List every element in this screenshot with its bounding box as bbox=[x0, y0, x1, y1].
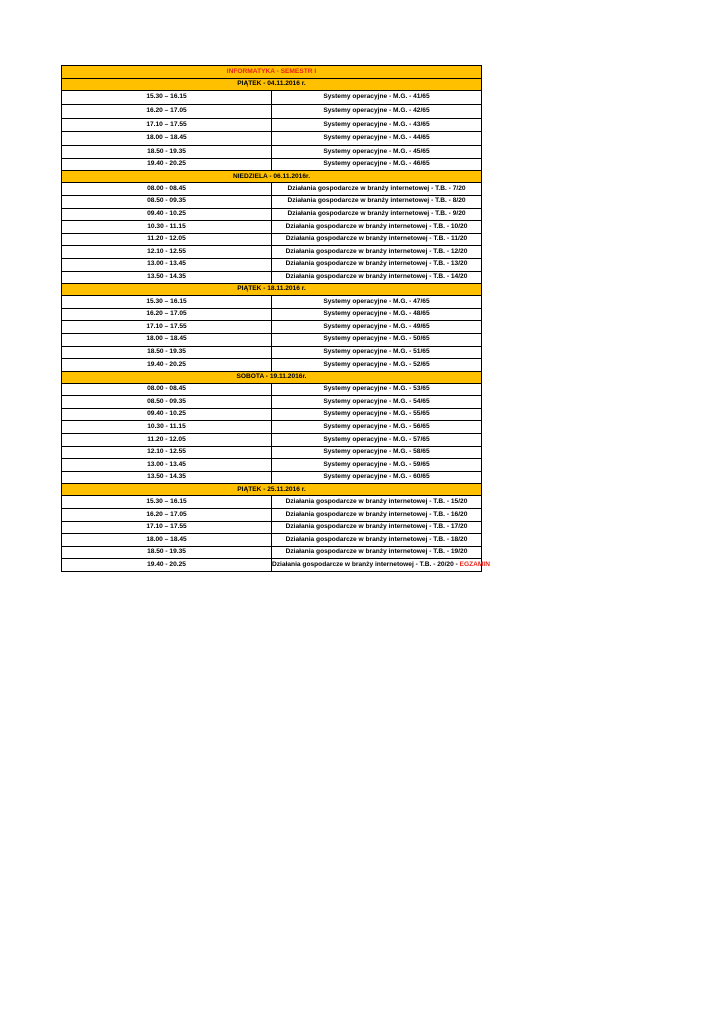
subject-cell bbox=[272, 408, 482, 421]
day-header: NIEDZIELA - 06.11.2016r. bbox=[62, 171, 482, 183]
subject-text: Działania gospodarcze w branży internetowej - T.B. - 12/20 bbox=[285, 247, 468, 255]
time-cell: 15.30 – 16.15 bbox=[62, 91, 272, 105]
time-cell: 19.40 - 20.25 bbox=[62, 559, 272, 572]
subject-cell bbox=[272, 321, 482, 334]
time-cell: 08.50 - 09.35 bbox=[62, 396, 272, 409]
schedule-row bbox=[62, 546, 482, 559]
subject-text: Systemy operacyjne - M.G. - 49/65 bbox=[323, 322, 430, 330]
schedule-row bbox=[62, 118, 482, 132]
schedule-row bbox=[62, 146, 482, 159]
subject-cell bbox=[272, 471, 482, 484]
schedule-title: INFORMATYKA - SEMESTR I bbox=[62, 66, 482, 79]
time-cell: 08.50 - 09.35 bbox=[62, 195, 272, 208]
subject-text: Systemy operacyjne - M.G. - 57/65 bbox=[323, 435, 430, 443]
subject-cell bbox=[272, 233, 482, 246]
time-cell: 18.50 - 19.35 bbox=[62, 346, 272, 359]
subject-cell bbox=[272, 346, 482, 359]
subject-text: Systemy operacyjne - M.G. - 52/65 bbox=[323, 360, 430, 368]
subject-cell bbox=[272, 396, 482, 409]
schedule-row bbox=[62, 421, 482, 434]
subject-cell bbox=[272, 546, 482, 559]
schedule-row bbox=[62, 308, 482, 321]
time-cell: 09.40 - 10.25 bbox=[62, 208, 272, 221]
subject-text: Działania gospodarcze w branży internetowej - T.B. - 8/20 bbox=[287, 197, 466, 205]
day-header-row bbox=[62, 484, 482, 496]
time-cell: 12.10 - 12.55 bbox=[62, 246, 272, 259]
subject-text: Systemy operacyjne - M.G. - 54/65 bbox=[323, 397, 430, 405]
schedule-row bbox=[62, 408, 482, 421]
day-header-row bbox=[62, 171, 482, 183]
subject-text: Działania gospodarcze w branży internetowej - T.B. - 11/20 bbox=[285, 235, 468, 243]
subject-text: Systemy operacyjne - M.G. - 59/65 bbox=[323, 460, 430, 468]
subject-cell bbox=[272, 496, 482, 509]
schedule-row bbox=[62, 434, 482, 447]
subject-text: Systemy operacyjne - M.G. - 46/65 bbox=[323, 160, 430, 168]
time-cell: 10.30 - 11.15 bbox=[62, 221, 272, 234]
subject-text: Systemy operacyjne - M.G. - 43/65 bbox=[323, 120, 430, 128]
subject-cell bbox=[272, 333, 482, 346]
time-cell: 16.20 – 17.05 bbox=[62, 308, 272, 321]
subject-cell bbox=[272, 521, 482, 534]
subject-text: Systemy operacyjne - M.G. - 42/65 bbox=[323, 106, 430, 114]
time-cell: 18.50 - 19.35 bbox=[62, 546, 272, 559]
time-cell: 11.20 - 12.05 bbox=[62, 233, 272, 246]
time-cell: 13.00 - 13.45 bbox=[62, 258, 272, 271]
time-cell: 12.10 - 12.55 bbox=[62, 446, 272, 459]
schedule-row bbox=[62, 321, 482, 334]
time-cell: 16.20 – 17.05 bbox=[62, 509, 272, 522]
subject-cell bbox=[272, 91, 482, 105]
schedule-row bbox=[62, 296, 482, 309]
subject-cell bbox=[272, 258, 482, 271]
time-cell: 17.10 – 17.55 bbox=[62, 118, 272, 132]
schedule-table bbox=[61, 65, 491, 572]
time-cell: 18.50 - 19.35 bbox=[62, 146, 272, 159]
subject-text: Działania gospodarcze w branży internetowej - T.B. - 13/20 bbox=[285, 260, 468, 268]
subject-text: Działania gospodarcze w branży internetowej - T.B. - 16/20 bbox=[285, 510, 468, 518]
schedule-body bbox=[62, 66, 491, 572]
time-cell: 13.50 - 14.35 bbox=[62, 471, 272, 484]
subject-text: Działania gospodarcze w branży internetowej - T.B. - 14/20 bbox=[285, 273, 468, 281]
subject-cell bbox=[272, 559, 491, 572]
subject-text: Systemy operacyjne - M.G. - 48/65 bbox=[323, 310, 430, 318]
time-cell: 13.00 - 13.45 bbox=[62, 459, 272, 472]
subject-text: Systemy operacyjne - M.G. - 56/65 bbox=[323, 422, 430, 430]
time-cell: 19.40 - 20.25 bbox=[62, 359, 272, 372]
subject-text: Działania gospodarcze w branży internetowej - T.B. - 10/20 bbox=[285, 222, 468, 230]
subject-cell bbox=[272, 271, 482, 284]
subject-text: Systemy operacyjne - M.G. - 47/65 bbox=[323, 297, 430, 305]
time-cell: 19.40 - 20.25 bbox=[62, 158, 272, 171]
schedule-row bbox=[62, 521, 482, 534]
schedule-row bbox=[62, 509, 482, 522]
day-header-row bbox=[62, 371, 482, 383]
subject-cell bbox=[272, 359, 482, 372]
schedule-row bbox=[62, 104, 482, 118]
time-cell: 15.30 – 16.15 bbox=[62, 296, 272, 309]
day-header: PIĄTEK - 25.11.2016 r. bbox=[62, 484, 482, 496]
schedule-row bbox=[62, 91, 482, 105]
subject-text: Systemy operacyjne - M.G. - 44/65 bbox=[323, 134, 430, 142]
time-cell: 16.20 – 17.05 bbox=[62, 104, 272, 118]
day-header: PIĄTEK - 18.11.2016 r. bbox=[62, 284, 482, 296]
schedule-row bbox=[62, 158, 482, 171]
subject-cell bbox=[272, 459, 482, 472]
time-cell: 18.00 – 18.45 bbox=[62, 132, 272, 146]
day-header-row bbox=[62, 79, 482, 91]
time-cell: 10.30 - 11.15 bbox=[62, 421, 272, 434]
time-cell: 15.30 – 16.15 bbox=[62, 496, 272, 509]
subject-cell bbox=[272, 383, 482, 396]
subject-cell bbox=[272, 221, 482, 234]
schedule-row bbox=[62, 221, 482, 234]
time-cell: 11.20 - 12.05 bbox=[62, 434, 272, 447]
schedule-row bbox=[62, 534, 482, 547]
subject-text: Systemy operacyjne - M.G. - 53/65 bbox=[323, 385, 430, 393]
schedule-row bbox=[62, 459, 482, 472]
title-row bbox=[62, 66, 482, 79]
schedule-row bbox=[62, 246, 482, 259]
day-header-row bbox=[62, 284, 482, 296]
time-cell: 08.00 - 08.45 bbox=[62, 383, 272, 396]
subject-text: Systemy operacyjne - M.G. - 41/65 bbox=[323, 93, 430, 101]
subject-cell bbox=[272, 308, 482, 321]
subject-text: Systemy operacyjne - M.G. - 60/65 bbox=[323, 473, 430, 481]
time-cell: 18.00 – 18.45 bbox=[62, 333, 272, 346]
day-header: PIĄTEK - 04.11.2016 r. bbox=[62, 79, 482, 91]
subject-text: Działania gospodarcze w branży internetowej - T.B. - 19/20 bbox=[285, 548, 468, 556]
subject-text: Działania gospodarcze w branży internetowej - T.B. - 20/20 - bbox=[272, 560, 460, 568]
subject-cell bbox=[272, 132, 482, 146]
schedule-row bbox=[62, 258, 482, 271]
subject-text: Działania gospodarcze w branży internetowej - T.B. - 9/20 bbox=[287, 210, 466, 218]
time-cell: 17.10 – 17.55 bbox=[62, 321, 272, 334]
subject-cell bbox=[272, 104, 482, 118]
subject-cell bbox=[272, 296, 482, 309]
time-cell: 17.10 – 17.55 bbox=[62, 521, 272, 534]
time-cell: 18.00 – 18.45 bbox=[62, 534, 272, 547]
schedule-row bbox=[62, 559, 482, 572]
subject-text: Systemy operacyjne - M.G. - 45/65 bbox=[323, 147, 430, 155]
schedule-row bbox=[62, 208, 482, 221]
schedule-row bbox=[62, 446, 482, 459]
subject-text: Działania gospodarcze w branży internetowej - T.B. - 7/20 bbox=[287, 184, 466, 192]
schedule-row bbox=[62, 183, 482, 196]
schedule-row bbox=[62, 333, 482, 346]
subject-text: Działania gospodarcze w branży internetowej - T.B. - 15/20 bbox=[285, 497, 468, 505]
schedule-row bbox=[62, 195, 482, 208]
subject-text: Systemy operacyjne - M.G. - 51/65 bbox=[323, 348, 430, 355]
subject-text: Działania gospodarcze w branży internetowej - T.B. - 17/20 bbox=[285, 523, 468, 531]
exam-label: EGZAMIN bbox=[459, 560, 491, 568]
schedule-row bbox=[62, 346, 482, 359]
subject-text: Systemy operacyjne - M.G. - 50/65 bbox=[323, 335, 430, 343]
schedule-row bbox=[62, 233, 482, 246]
subject-text: Systemy operacyjne - M.G. - 58/65 bbox=[323, 448, 430, 456]
subject-text: Systemy operacyjne - M.G. - 55/65 bbox=[323, 410, 430, 418]
time-cell: 09.40 - 10.25 bbox=[62, 408, 272, 421]
subject-cell bbox=[272, 118, 482, 132]
subject-cell bbox=[272, 183, 482, 196]
schedule-row bbox=[62, 383, 482, 396]
schedule-row bbox=[62, 496, 482, 509]
subject-cell bbox=[272, 509, 482, 522]
schedule-row bbox=[62, 396, 482, 409]
subject-cell bbox=[272, 195, 482, 208]
subject-cell bbox=[272, 446, 482, 459]
schedule-row bbox=[62, 271, 482, 284]
subject-cell bbox=[272, 421, 482, 434]
subject-cell bbox=[272, 434, 482, 447]
schedule-row bbox=[62, 132, 482, 146]
schedule-row bbox=[62, 471, 482, 484]
subject-cell bbox=[272, 158, 482, 171]
schedule-row bbox=[62, 359, 482, 372]
time-cell: 08.00 - 08.45 bbox=[62, 183, 272, 196]
day-header: SOBOTA - 19.11.2016r. bbox=[62, 371, 482, 383]
subject-cell bbox=[272, 246, 482, 259]
time-cell: 13.50 - 14.35 bbox=[62, 271, 272, 284]
subject-cell bbox=[272, 534, 482, 547]
subject-cell bbox=[272, 146, 482, 159]
subject-cell bbox=[272, 208, 482, 221]
subject-text: Działania gospodarcze w branży internetowej - T.B. - 18/20 bbox=[285, 535, 468, 543]
